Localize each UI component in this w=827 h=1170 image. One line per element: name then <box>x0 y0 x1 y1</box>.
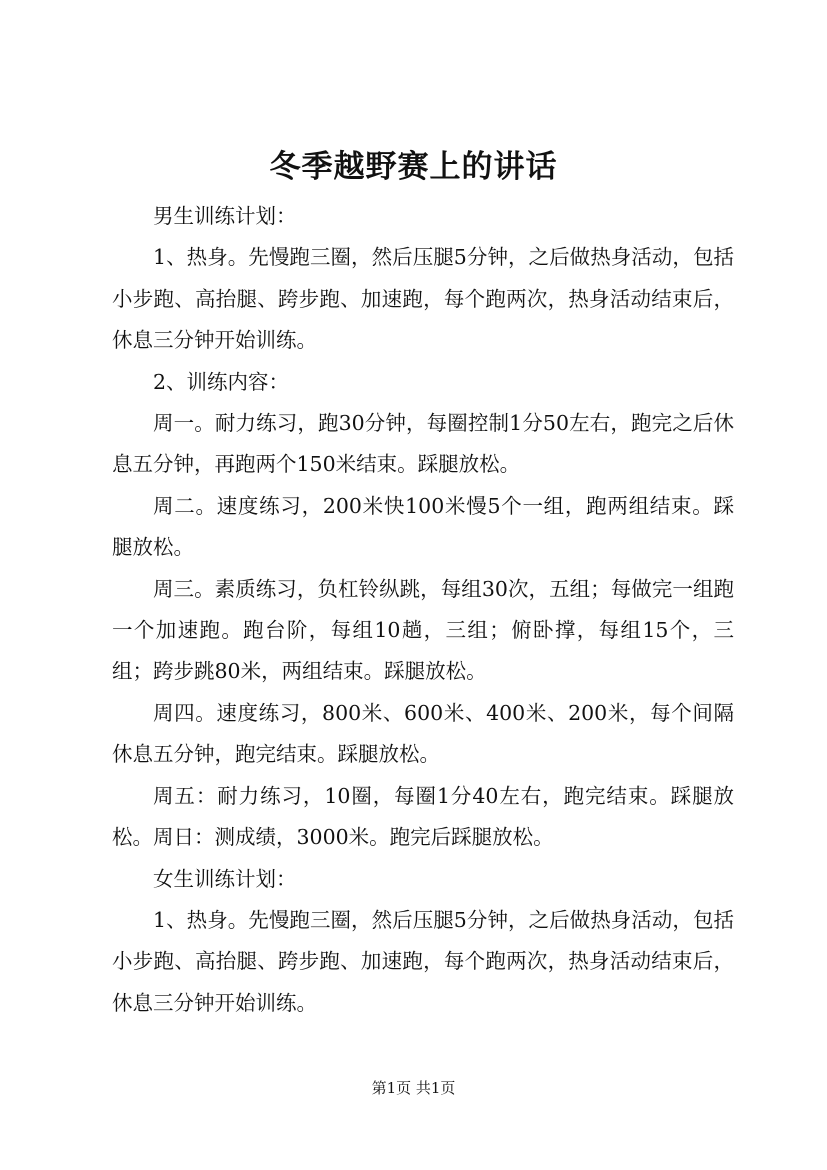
paragraph-tuesday: 周二。速度练习，200米快100米慢5个一组，跑两组结束。踩腿放松。 <box>112 493 734 560</box>
paragraph-girls-plan-heading: 女生训练计划： <box>153 866 297 891</box>
paragraph-girls-warmup: 1、热身。先慢跑三圈，然后压腿5分钟，之后做热身活动，包括小步跑、高抬腿、跨步跑、加速跑，每个跑两次，热身活动结束后，休息三分钟开始训练。 <box>112 907 734 1015</box>
paragraph-wednesday: 周三。素质练习，负杠铃纵跳，每组30次，五组；每做完一组跑一个加速跑。跑台阶，每组10趟，三组；俯卧撑，每组15个，三组；跨步跳80米，两组结束。踩腿放松。 <box>112 576 734 684</box>
page-footer: 第1页 共1页 <box>371 1079 456 1097</box>
paragraph-friday-sunday: 周五：耐力练习，10圈，每圈1分40左右，跑完结束。踩腿放松。周日：测成绩，3000米。跑完后踩腿放松。 <box>112 783 734 850</box>
paragraph-monday: 周一。耐力练习，跑30分钟，每圈控制1分50左右，跑完之后休息五分钟，再跑两个150米结束。踩腿放松。 <box>112 411 734 477</box>
document-body <box>112 196 734 1024</box>
document-title: 冬季越野赛上的讲话 <box>269 149 558 185</box>
paragraph-boys-warmup: 1、热身。先慢跑三圈，然后压腿5分钟，之后做热身活动，包括小步跑、高抬腿、跨步跑、加速跑，每个跑两次，热身活动结束后，休息三分钟开始训练。 <box>112 245 734 353</box>
paragraph-thursday: 周四。速度练习，800米、600米、400米、200米，每个间隔休息五分钟，跑完结束。踩腿放松。 <box>112 700 734 767</box>
paragraph-training-content-heading: 2、训练内容： <box>153 369 290 394</box>
paragraph-boys-plan-heading: 男生训练计划： <box>153 204 297 228</box>
